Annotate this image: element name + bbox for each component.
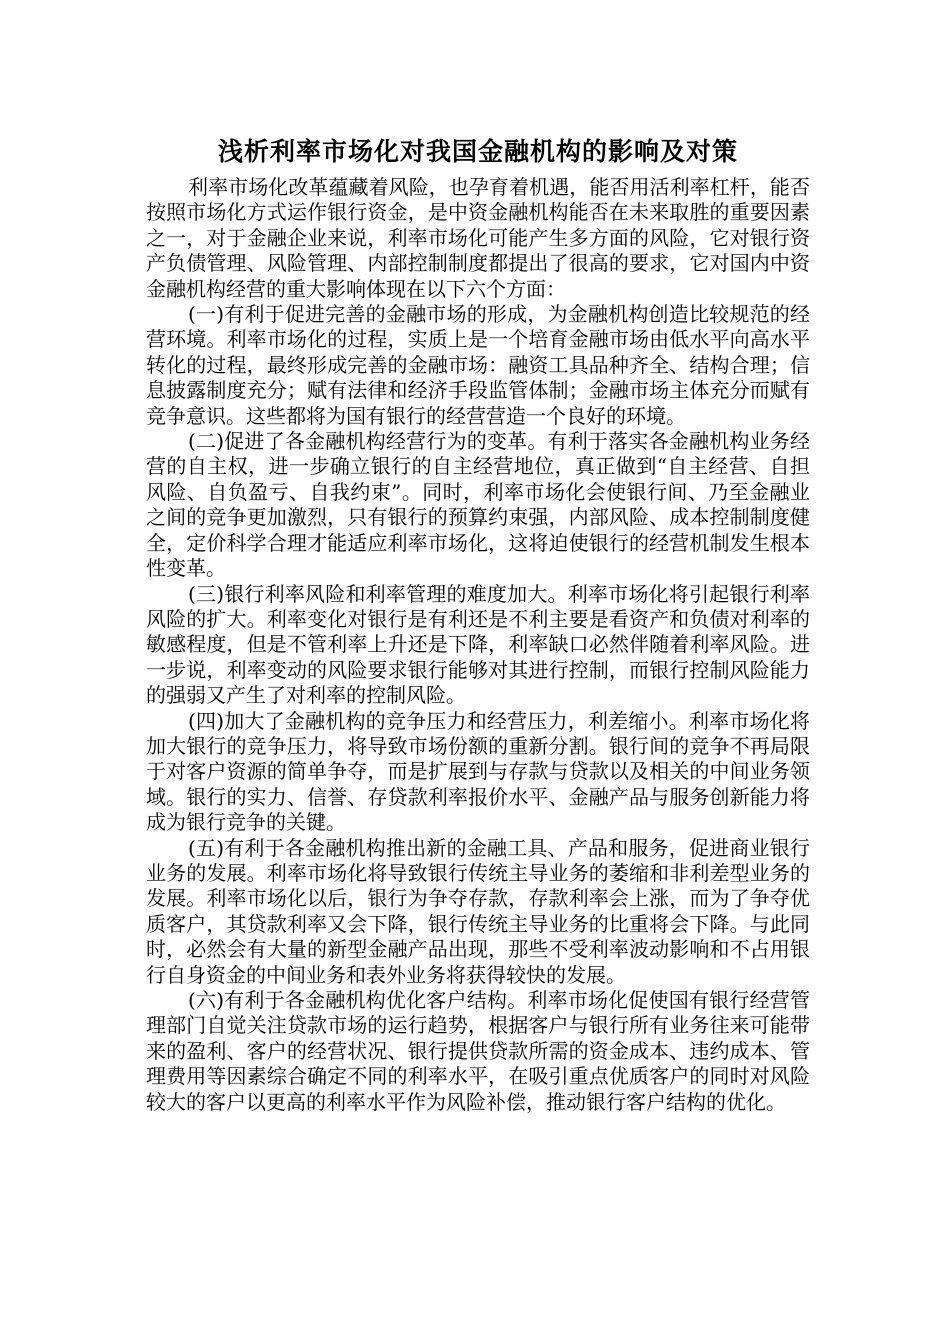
paragraph-point-3: (三)银行利率风险和利率管理的难度加大。利率市场化将引起银行利率风险的扩大。利率变化对银行是有利还是不利主要是看资产和负债对利率的敏感程度，但是不管利率上升还是下降，利率缺口必然伴随着利率风险。进一步说，利率变动的风险要求银行能够对其进行控制，而银行控制风险能力的强弱又产生了对利率的控制风险。 [146,581,810,708]
document-page [146,135,810,1115]
paragraph-point-4: (四)加大了金融机构的竞争压力和经营压力，利差缩小。利率市场化将加大银行的竞争压力，将导致市场份额的重新分割。银行间的竞争不再局限于对客户资源的简单争夺，而是扩展到与存款与贷款以及相关的中间业务领域。银行的实力、信誉、存贷款利率报价水平、金融产品与服务创新能力将成为银行竞争的关键。 [146,708,810,835]
paragraph-point-2: (二)促进了各金融机构经营行为的变革。有利于落实各金融机构业务经营的自主权，进一步确立银行的自主经营地位，真正做到“自主经营、自担风险、自负盈亏、自我约束”。同时，利率市场化会使银行间、乃至金融业之间的竞争更加激烈，只有银行的预算约束强，内部风险、成本控制制度健全，定价科学合理才能适应利率市场化，这将迫使银行的经营机制发生根本性变革。 [146,429,810,581]
paragraph-point-1: (一)有利于促进完善的金融市场的形成，为金融机构创造比较规范的经营环境。利率市场化的过程，实质上是一个培育金融市场由低水平向高水平转化的过程，最终形成完善的金融市场：融资工具品种齐全、结构合理；信息披露制度充分；赋有法律和经济手段监管体制；金融市场主体充分而赋有竞争意识。这些都将为国有银行的经营营造一个良好的环境。 [146,302,810,428]
paragraph-point-5: (五)有利于各金融机构推出新的金融工具、产品和服务，促进商业银行业务的发展。利率市场化将导致银行传统主导业务的萎缩和非利差型业务的发展。利率市场化以后，银行为争夺存款，存款利率会上涨，而为了争夺优质客户，其贷款利率又会下降，银行传统主导业务的比重将会下降。与此同时，必然会有大量的新型金融产品出现，那些不受利率波动影响和不占用银行自身资金的中间业务和表外业务将获得较快的发展。 [146,835,810,987]
paragraph-point-6: (六)有利于各金融机构优化客户结构。利率市场化促使国有银行经营管理部门自觉关注贷款市场的运行趋势，根据客户与银行所有业务往来可能带来的盈利、客户的经营状况、银行提供贷款所需的资金成本、违约成本、管理费用等因素综合确定不同的利率水平，在吸引重点优质客户的同时对风险较大的客户以更高的利率水平作为风险补偿，推动银行客户结构的优化。 [146,988,810,1114]
document-title: 浅析利率市场化对我国金融机构的影响及对策 [217,137,738,166]
intro-paragraph: 利率市场化改革蕴藏着风险，也孕育着机遇，能否用活利率杠杆，能否按照市场化方式运作银行资金，是中资金融机构能否在未来取胜的重要因素之一，对于金融企业来说，利率市场化可能产生多方面的风险，它对银行资产负债管理、风险管理、内部控制制度都提出了很高的要求，它对国内中资金融机构经营的重大影响体现在以下六个方面： [146,175,810,301]
